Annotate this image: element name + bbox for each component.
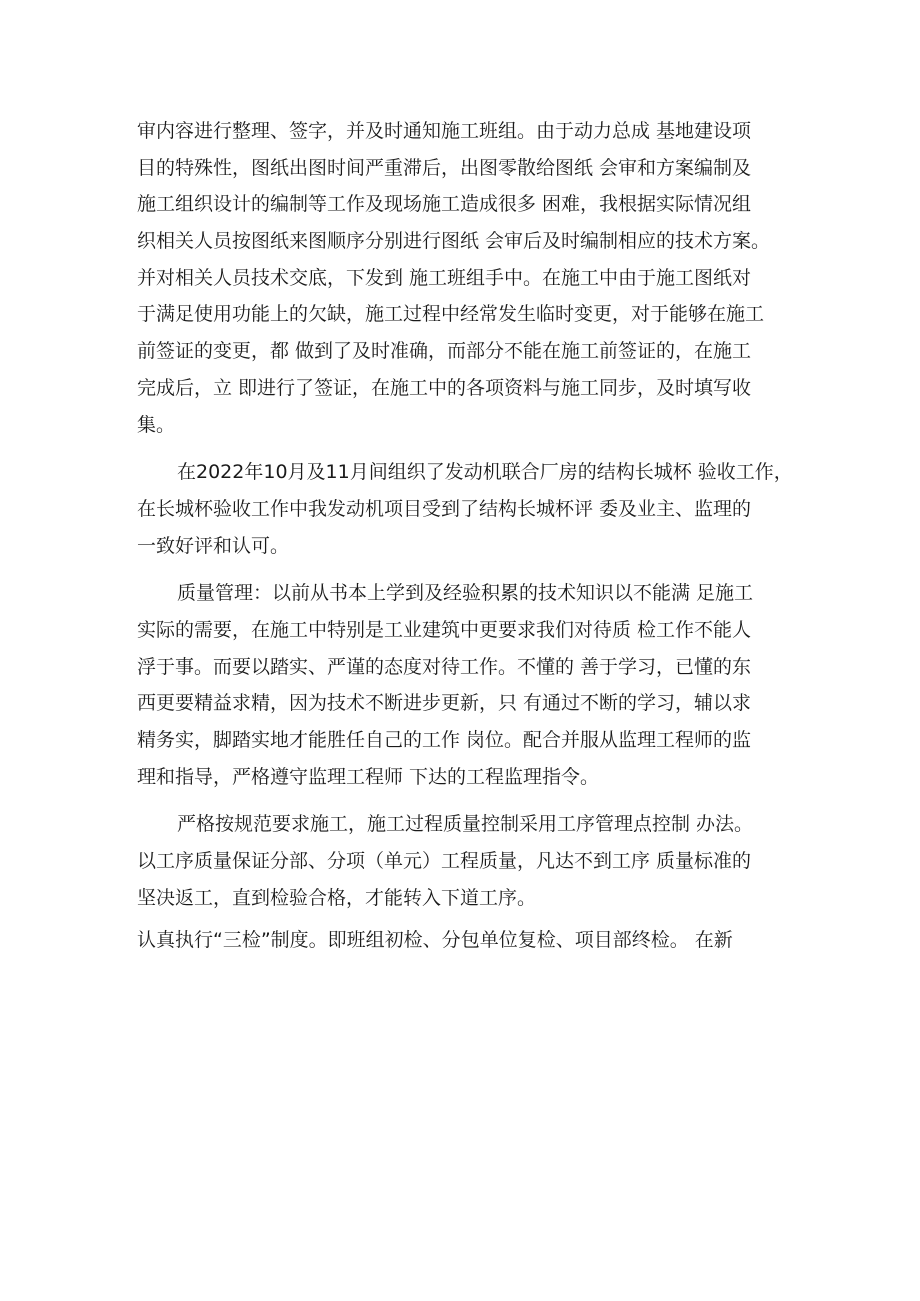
text-line: 于满足使用功能上的欠缺，施工过程中经常发生临时变更，对于能够在施工 — [137, 303, 765, 326]
text-line: 西更要精益求精，因为技术不断进步更新，只 有通过不断的学习，辅以求 — [137, 692, 752, 715]
text-line: 前签证的变更，都 做到了及时准确，而部分不能在施工前签证的，在施工 — [137, 340, 752, 363]
text-line: 实际的需要，在施工中特别是工业建筑中更要求我们对待质 检工作不能人 — [137, 618, 752, 641]
text-line: 坚决返工，直到检验合格，才能转入下道工序。 — [137, 886, 537, 909]
text-line: 织相关人员按图纸来图顺序分别进行图纸 会审后及时编制相应的技术方案。 — [137, 230, 771, 253]
text-line: 认真执行“三检”制度。即班组初检、分包单位复检、项目部终检。 在新 — [137, 929, 733, 952]
text-line: 精务实，脚踏实地才能胜任自己的工作 岗位。配合并服从监理工程师的监 — [137, 729, 752, 751]
text-line: 质量管理：以前从书本上学到及经验积累的技术知识以不能满 足施工 — [177, 582, 754, 605]
text-line: 在长城杯验收工作中我发动机项目受到了结构长城杯评 委及业主、监理的 — [137, 497, 752, 520]
text-line: 完成后，立 即进行了签证，在施工中的各项资料与施工同步，及时填写收 — [137, 376, 752, 399]
text-line: 以工序质量保证分部、分项（单元）工程质量，凡达不到工序 质量标准的 — [137, 850, 752, 873]
text-line: 审内容进行整理、签字，并及时通知施工班组。由于动力总成 基地建设项 — [137, 120, 752, 142]
document-body — [137, 113, 807, 959]
text-line: 施工组织设计的编制等工作及现场施工造成很多 困难，我根据实际情况组 — [137, 193, 752, 216]
text-line: 集。 — [137, 413, 176, 436]
text-line: 严格按规范要求施工，施工过程质量控制采用工序管理点控制 办法。 — [177, 813, 754, 836]
text-line: 浮于事。而要以踏实、严谨的态度对待工作。不懂的 善于学习，已懂的东 — [137, 655, 752, 678]
text-line: 在2022年10月及11月间组织了发动机联合厂房的结构长城杯 验收工作， — [177, 461, 793, 484]
text-line: 并对相关人员技术交底，下发到 施工班组手中。在施工中由于施工图纸对 — [137, 266, 752, 289]
text-line: 一致好评和认可。 — [137, 534, 290, 557]
text-line: 理和指导，严格遵守监理工程师 下达的工程监理指令。 — [137, 765, 600, 788]
text-line: 目的特殊性，图纸出图时间严重滞后，出图零散给图纸 会审和方案编制及 — [137, 156, 752, 179]
